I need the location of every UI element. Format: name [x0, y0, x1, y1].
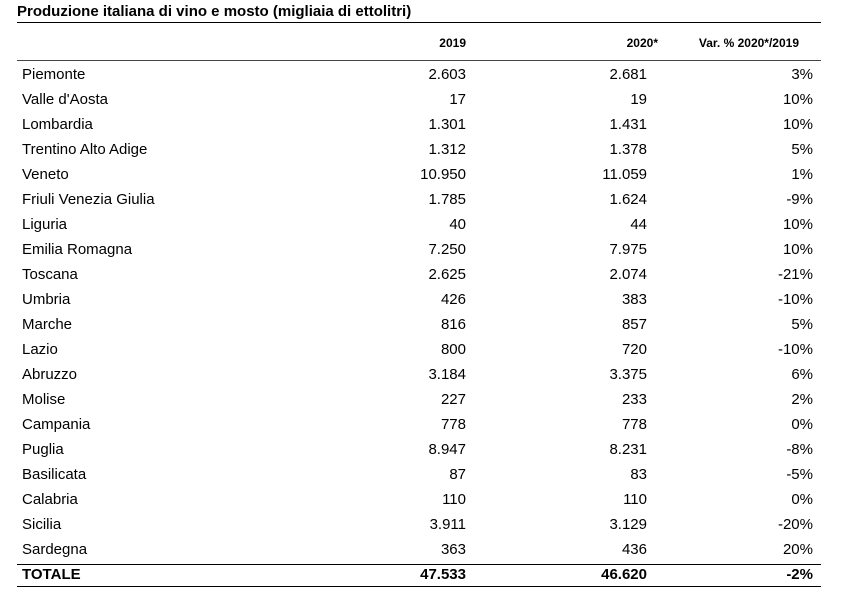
variation-cell: 10% — [782, 241, 813, 258]
variation-cell: 10% — [782, 91, 813, 108]
table-row — [0, 387, 846, 412]
table-row — [0, 87, 846, 112]
value-2020-cell: 110 — [623, 491, 647, 508]
value-2020-cell: 778 — [621, 416, 647, 433]
variation-cell: 3% — [791, 66, 813, 83]
table-row — [0, 287, 846, 312]
variation-cell: 0% — [791, 416, 813, 433]
table-row — [0, 187, 846, 212]
variation-cell: 1% — [791, 166, 813, 183]
table-row — [0, 212, 846, 237]
column-header-2020: 2020* — [626, 36, 658, 50]
region-cell: Trentino Alto Adige — [22, 141, 148, 158]
value-2020-cell: 436 — [621, 541, 647, 558]
value-2020-cell: 2.074 — [609, 266, 647, 283]
value-2020-cell: 3.375 — [609, 366, 647, 383]
table-row — [0, 437, 846, 462]
value-2019-cell: 1.785 — [428, 191, 466, 208]
value-2020-cell: 11.059 — [602, 166, 647, 183]
table-row — [0, 412, 846, 437]
value-2020-cell: 720 — [621, 341, 647, 358]
table-row — [0, 112, 846, 137]
variation-cell: 5% — [791, 316, 813, 333]
region-cell: Puglia — [22, 441, 64, 458]
value-2020-cell: 1.378 — [609, 141, 647, 158]
value-2019-cell: 10.950 — [420, 166, 466, 183]
region-cell: Veneto — [22, 166, 69, 183]
value-2020-cell: 8.231 — [609, 441, 647, 458]
region-cell: Toscana — [22, 266, 78, 283]
variation-cell: 0% — [791, 491, 813, 508]
value-2019-cell: 2.625 — [428, 266, 466, 283]
total-variation-value: -2% — [786, 566, 813, 583]
value-2019-cell: 363 — [440, 541, 466, 558]
title-underline — [17, 22, 821, 23]
table-row — [0, 162, 846, 187]
region-cell: Abruzzo — [22, 366, 78, 383]
region-cell: Sicilia — [22, 516, 62, 533]
table-row — [0, 462, 846, 487]
region-cell: Lombardia — [22, 116, 93, 133]
value-2019-cell: 8.947 — [428, 441, 466, 458]
value-2020-cell: 2.681 — [609, 66, 647, 83]
region-cell: Lazio — [22, 341, 58, 358]
value-2020-cell: 1.624 — [609, 191, 647, 208]
total-bottom-rule — [17, 586, 821, 587]
variation-cell: -10% — [777, 291, 813, 308]
variation-cell: 10% — [782, 216, 813, 233]
total-row — [0, 565, 846, 587]
value-2019-cell: 110 — [442, 491, 466, 508]
table-row — [0, 62, 846, 87]
variation-cell: -5% — [786, 466, 813, 483]
total-2019-value: 47.533 — [420, 566, 466, 583]
column-header-variation: Var. % 2020*/2019 — [698, 36, 799, 50]
value-2020-cell: 233 — [621, 391, 647, 408]
value-2019-cell: 800 — [440, 341, 466, 358]
variation-cell: 20% — [782, 541, 813, 558]
region-cell: Emilia Romagna — [22, 241, 133, 258]
region-cell: Liguria — [22, 216, 68, 233]
value-2019-cell: 17 — [449, 91, 466, 108]
value-2019-cell: 778 — [440, 416, 466, 433]
variation-cell: -8% — [786, 441, 813, 458]
value-2019-cell: 1.301 — [428, 116, 466, 133]
variation-cell: 2% — [791, 391, 813, 408]
table-row — [0, 337, 846, 362]
table-title: Produzione italiana di vino e mosto (migliaia di ettolitri) — [17, 3, 412, 20]
region-cell: Marche — [22, 316, 73, 333]
value-2020-cell: 3.129 — [609, 516, 647, 533]
table-row — [0, 137, 846, 162]
value-2019-cell: 7.250 — [428, 241, 466, 258]
value-2019-cell: 40 — [449, 216, 466, 233]
table-row — [0, 262, 846, 287]
table-row — [0, 237, 846, 262]
value-2019-cell: 426 — [440, 291, 466, 308]
region-cell: Sardegna — [22, 541, 88, 558]
variation-cell: -9% — [786, 191, 813, 208]
variation-cell: -20% — [777, 516, 813, 533]
region-cell: Molise — [22, 391, 66, 408]
value-2019-cell: 87 — [449, 466, 466, 483]
value-2019-cell: 816 — [440, 316, 466, 333]
variation-cell: -21% — [777, 266, 813, 283]
value-2019-cell: 1.312 — [428, 141, 466, 158]
value-2019-cell: 3.911 — [429, 516, 466, 533]
value-2019-cell: 3.184 — [428, 366, 466, 383]
table-row — [0, 512, 846, 537]
variation-cell: 6% — [791, 366, 813, 383]
value-2020-cell: 19 — [630, 91, 647, 108]
column-header-2019: 2019 — [439, 36, 466, 50]
table-row — [0, 312, 846, 337]
value-2019-cell: 227 — [440, 391, 466, 408]
table-row — [0, 487, 846, 512]
region-cell: Calabria — [22, 491, 78, 508]
total-2020-value: 46.620 — [601, 566, 647, 583]
value-2020-cell: 44 — [630, 216, 647, 233]
value-2020-cell: 7.975 — [609, 241, 647, 258]
table-row — [0, 362, 846, 387]
region-cell: Campania — [22, 416, 91, 433]
region-cell: Valle d'Aosta — [22, 91, 108, 108]
value-2020-cell: 383 — [621, 291, 647, 308]
variation-cell: 5% — [791, 141, 813, 158]
value-2020-cell: 857 — [621, 316, 647, 333]
region-cell: Piemonte — [22, 66, 86, 83]
header-underline — [17, 60, 821, 61]
value-2020-cell: 83 — [630, 466, 647, 483]
region-cell: Friuli Venezia Giulia — [22, 191, 155, 208]
value-2020-cell: 1.431 — [609, 116, 647, 133]
region-cell: Umbria — [22, 291, 71, 308]
value-2019-cell: 2.603 — [428, 66, 466, 83]
region-cell: Basilicata — [22, 466, 87, 483]
variation-cell: 10% — [782, 116, 813, 133]
table-body — [0, 62, 846, 562]
variation-cell: -10% — [777, 341, 813, 358]
table-row — [0, 537, 846, 562]
total-label: TOTALE — [22, 566, 81, 583]
